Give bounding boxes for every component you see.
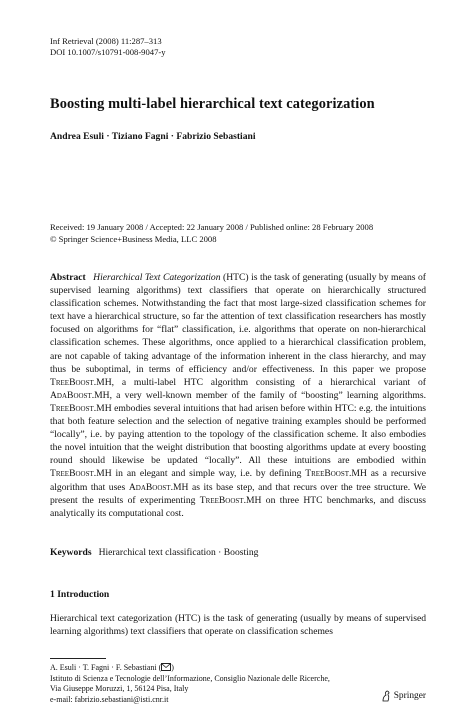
treeboost-2: TreeBoost: [50, 402, 94, 414]
keywords: [50, 547, 258, 558]
affiliation-institute: Istituto di Scienza e Tecnologie dell’Informazione, Consiglio Nazionale delle Ricerche,: [50, 673, 330, 683]
abstract-text-1: (HTC) is the task of generating (usually by means of supervised learning algorithms) text classifiers that operate on hierarchically structured classification schemes. Notwithstanding the fact that most large-sized classification schemes for text have a hierarchical structure, so far the attention of text classification researchers has mostly focused on algorithms for “flat” classification, i.e. algorithms that operate on non-hierarchical classification schemes. These algorithms, once applied to a hierarchical classification problem, are not capable of taking advantage of the information inherent in the class hierarchy, and may thus be suboptimal, in terms of efficiency and/or effectiveness. In this paper we propose: [50, 272, 426, 375]
treeboost-4: TreeBoost: [305, 468, 350, 480]
affiliation: [50, 663, 330, 705]
publisher-footer: [381, 690, 426, 702]
treeboost-1: TreeBoost: [50, 376, 94, 388]
treeboost-3: TreeBoost: [50, 468, 94, 480]
abstract-label: Abstract: [50, 272, 86, 283]
abstract-text-6: .MH as a recursive algorithm that uses: [50, 468, 426, 493]
keywords-text: Hierarchical text classification · Boosting: [98, 547, 259, 558]
abstract: [50, 271, 426, 520]
publisher-name: Springer: [393, 691, 426, 701]
affiliation-email: e-mail: fabrizio.sebastiani@isti.cnr.it: [50, 694, 169, 704]
abstract-htc: Hierarchical Text Categorization: [93, 272, 221, 283]
abstract-text-8: .MH on three HTC benchmarks, and discuss analytically its computational cost.: [50, 494, 426, 519]
section-heading: 1 Introduction: [50, 589, 110, 600]
copyright-line: © Springer Science+Business Media, LLC 2008: [50, 234, 217, 244]
adaboost-2: AdaBoost: [128, 481, 171, 493]
publication-dates: [50, 221, 373, 245]
affiliation-authors: [50, 663, 330, 674]
intro-paragraph: Hierarchical text categorization (HTC) is the task of generating (usually by means of supervised learning algorithms) text classifiers that operate on classification schemes: [50, 613, 426, 638]
springer-horse-icon: [381, 690, 391, 702]
paper-title: Boosting multi-label hierarchical text categorization: [50, 96, 375, 112]
authors: Andrea Esuli · Tiziano Fagni · Fabrizio Sebastiani: [50, 131, 256, 142]
envelope-icon: [161, 663, 171, 671]
affiliation-names: A. Esuli · T. Fagni · F. Sebastiani (: [50, 663, 162, 672]
abstract-text-2: .MH, a multi-label HTC algorithm consisting of a hierarchical variant of: [93, 376, 426, 388]
footnote-rule: [50, 658, 106, 659]
abstract-text-4: .MH embodies several intuitions that had arisen before within HTC: e.g. the intuitions that both feature selection and the selection of negative training examples should be performed “locally”, i.e. by paying attention to the topology of the classification scheme. It also embodies the novel intuition that the weight distribution that boosting algorithms update at every boosting round should likewise be updated “locally”. All these intuitions are embodied within: [50, 402, 426, 467]
treeboost-5: TreeBoost: [199, 494, 244, 506]
keywords-label: Keywords: [50, 547, 92, 558]
dates-line: Received: 19 January 2008 / Accepted: 22 January 2008 / Published online: 28 February 2008: [50, 222, 374, 232]
abstract-text-5: .MH in an elegant and simple way, i.e. by defining: [93, 468, 306, 480]
adaboost-1: AdaBoost: [50, 389, 92, 401]
journal-info: [50, 36, 166, 58]
affiliation-paren: ): [171, 663, 174, 672]
abstract-text-3: .MH, a very well-known member of the family of “boosting” learning algorithms.: [91, 389, 426, 401]
journal-citation: Inf Retrieval (2008) 11:287–313: [50, 36, 162, 46]
abstract-text-7: .MH as its base step, and that recurs over the tree structure. We present the results of experimenting: [50, 481, 427, 506]
affiliation-address: Via Giuseppe Moruzzi, 1, 56124 Pisa, Italy: [50, 684, 189, 693]
doi: DOI 10.1007/s10791-008-9047-y: [50, 47, 166, 57]
